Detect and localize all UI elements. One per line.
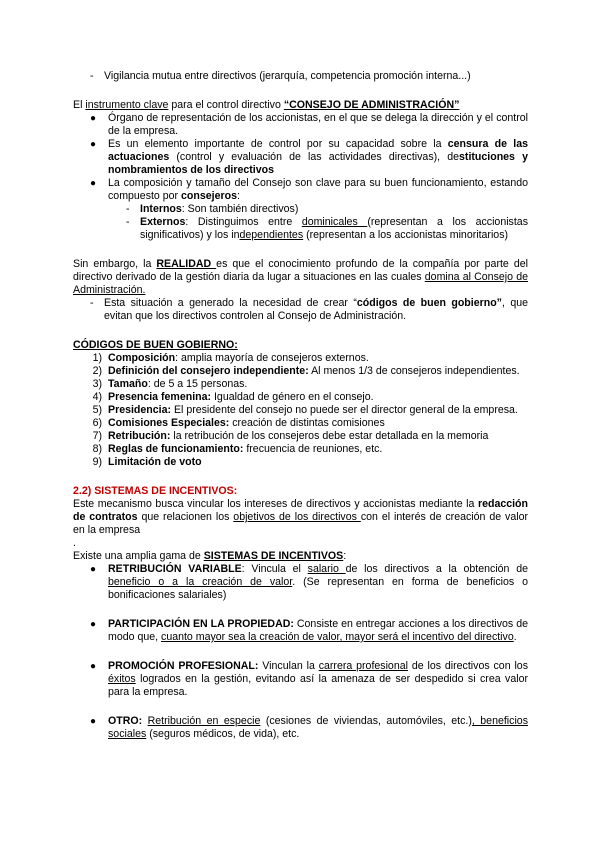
codigo-item — [73, 430, 528, 443]
dash-marker: - — [90, 70, 94, 82]
list-item: ● La composición y tamaño del Consejo son clave para su buen funcionamiento, estando compuesto por consejeros: — [90, 177, 528, 202]
list-item: - Esta situación a generado la necesidad de crear “códigos de buen gobierno”, que evitan que los directivos controlen al Consejo de Administración. — [90, 297, 528, 322]
codigo-item — [73, 352, 528, 365]
paragraph-gama: Existe una amplia gama de SISTEMAS DE INCENTIVOS: — [73, 550, 347, 562]
codigos-heading: CÓDIGOS DE BUEN GOBIERNO: — [73, 339, 238, 351]
codigo-text: Limitación de voto — [108, 456, 202, 468]
list-item-text: Vigilancia mutua entre directivos (jerarquía, competencia promoción interna...) — [104, 70, 471, 82]
bullet-icon: ● — [90, 619, 97, 630]
codigo-text: Reglas de funcionamiento: frecuencia de reuniones, etc. — [108, 443, 383, 455]
bullet-icon: ● — [90, 113, 97, 124]
codigo-item — [73, 378, 528, 391]
codigo-text: Composición: amplia mayoría de consejeros externos. — [108, 352, 369, 364]
codigo-number: 3) — [92, 378, 102, 390]
list-item: - Externos: Distinguimos entre dominicales (representan a los accionistas significativos) y los independientes (representan a los accionistas minoritarios) — [126, 216, 528, 241]
codigo-number: 4) — [92, 391, 102, 403]
list-item — [73, 70, 528, 83]
paragraph-incentivos: Este mecanismo busca vincular los intereses de directivos y accionistas mediante la redacción de contratos que relacionen los objetivos de los directivos con el interés de creación de valor en la empresa — [73, 498, 528, 536]
codigo-number: 7) — [92, 430, 102, 442]
bullet-icon: ● — [90, 178, 97, 189]
list-item: ● Órgano de representación de los accionistas, en el que se delega la dirección y el control de la empresa. — [90, 112, 528, 137]
list-item-participacion: ● PARTICIPACIÓN EN LA PROPIEDAD: Consiste en entregar acciones a los directivos de modo que, cuanto mayor sea la creación de valor, mayor será el incentivo del directivo. — [90, 618, 528, 643]
codigo-text: Definición del consejero independiente: Al menos 1/3 de consejeros independientes. — [108, 365, 520, 377]
bullet-icon: ● — [90, 564, 97, 575]
dash-marker: - — [126, 216, 130, 228]
list-item-retribucion: ● RETRIBUCIÓN VARIABLE: Vincula el salario de los directivos a la obtención de beneficio o a la creación de valor. (Se representan en forma de beneficios o bonificaciones salariales) — [90, 563, 528, 601]
page-content — [73, 70, 528, 741]
codigo-text: Presidencia: El presidente del consejo no puede ser el director general de la empresa. — [108, 404, 518, 416]
list-item-promocion: ● PROMOCIÓN PROFESIONAL: Vinculan la carrera profesional de los directivos con los éxitos logrados en la gestión, evitando así la amenaza de ser despedido si crea valor para la empresa. — [90, 660, 528, 698]
codigo-number: 1) — [92, 352, 102, 364]
codigo-item — [73, 365, 528, 378]
list-item: - Internos: Son también directivos) — [126, 203, 299, 215]
codigo-text: Retribución: la retribución de los consejeros debe estar detallada en la memoria — [108, 430, 489, 442]
dot-line: . — [73, 537, 76, 549]
codigo-item — [73, 443, 528, 456]
bullet-icon: ● — [90, 139, 97, 150]
codigo-number: 9) — [92, 456, 102, 468]
codigo-number: 5) — [92, 404, 102, 416]
codigo-number: 6) — [92, 417, 102, 429]
dash-marker: - — [90, 297, 94, 309]
codigo-number: 8) — [92, 443, 102, 455]
codigo-text: Comisiones Especiales: creación de distintas comisiones — [108, 417, 385, 429]
bullet-icon: ● — [90, 661, 97, 672]
codigo-item — [73, 456, 528, 469]
codigo-item — [73, 391, 528, 404]
bullet-icon: ● — [90, 716, 97, 727]
codigo-text: Presencia femenina: Igualdad de género en el consejo. — [108, 391, 374, 403]
codigo-text: Tamaño: de 5 a 15 personas. — [108, 378, 248, 390]
list-item: ● Es un elemento importante de control por su capacidad sobre la censura de las actuaciones (control y evaluación de las actividades directivas), destituciones y nombramientos de los directivos — [90, 138, 529, 176]
codigo-item — [73, 417, 528, 430]
codigo-item — [73, 404, 528, 417]
dash-marker: - — [126, 203, 130, 215]
paragraph-instrumento: El instrumento clave para el control directivo “CONSEJO DE ADMINISTRACIÓN” — [73, 99, 460, 111]
codigo-number: 2) — [92, 365, 102, 377]
section-title: 2.2) SISTEMAS DE INCENTIVOS: — [73, 485, 238, 497]
list-item-otro: ● OTRO: Retribución en especie (cesiones de viviendas, automóviles, etc.), beneficios sociales (seguros médicos, de vida), etc. — [90, 715, 528, 740]
paragraph-realidad: Sin embargo, la REALIDAD es que el conocimiento profundo de la compañía por parte del directivo derivado de la gestión diaria da lugar a situaciones en las cuales domina al Consejo de Administración. — [73, 258, 528, 296]
codigos-list — [73, 352, 528, 469]
